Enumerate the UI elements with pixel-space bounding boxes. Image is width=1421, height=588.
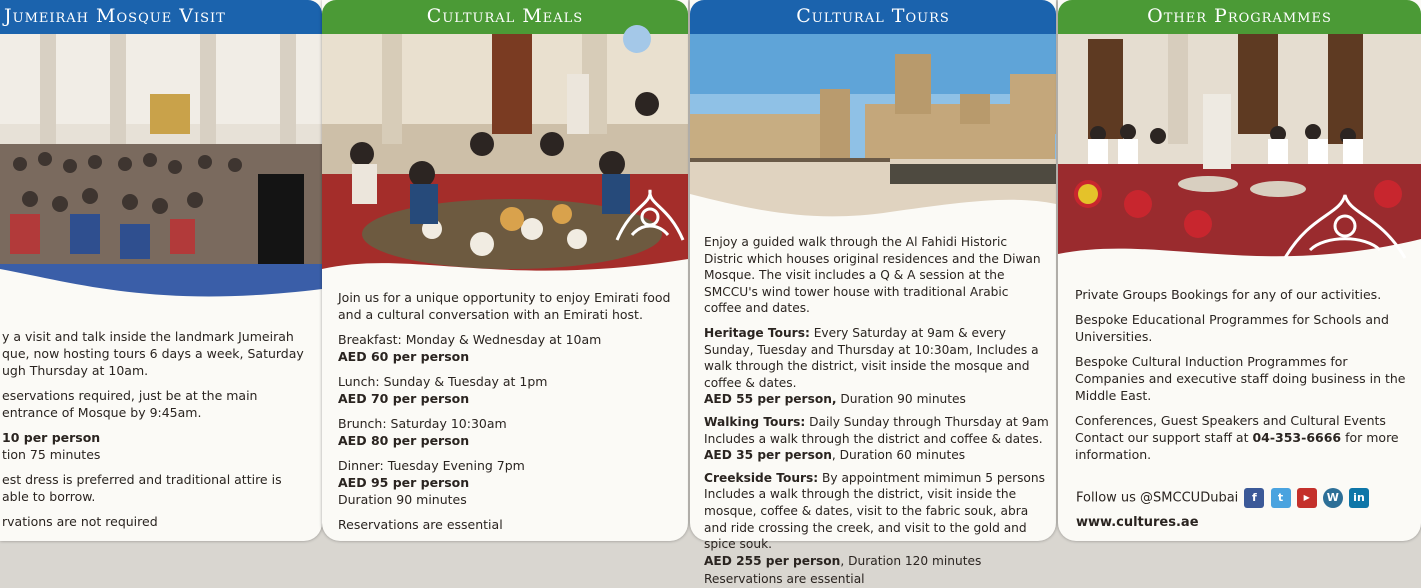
meal-item: Lunch: Sunday & Tuesday at 1pm AED 70 per person xyxy=(338,374,548,406)
facebook-icon[interactable]: f xyxy=(1244,488,1264,508)
tours-intro: Enjoy a guided walk through the Al Fahidi Historic Distric which houses original residences and the Diwan Mosque. The visit includes a Q & A session at the SMCCU's wind tower house with traditional Arabic coffee and dates. xyxy=(704,235,1041,316)
wordpress-icon[interactable]: W xyxy=(1323,488,1343,508)
meals-intro: Join us for a unique opportunity to enjoy Emirati food and a cultural conversation with an Emirati host. xyxy=(338,290,671,322)
tour-item: Heritage Tours: Every Saturday at 9am & every Sunday, Tuesday and Thursday at 10:30am, Includes a walk through the district, visit inside the mosque and coffee & dates. AED 55 per person, Duration 90 minutes xyxy=(704,325,1039,407)
follow-text: Follow us @SMCCUDubai xyxy=(1076,490,1239,506)
panel-title: Jumeirah Mosque Visit xyxy=(0,0,322,34)
meals-reservations: Reservations are essential xyxy=(338,517,503,532)
website-link[interactable]: www.cultures.ae xyxy=(1076,515,1199,530)
panel-cultural-tours xyxy=(690,0,1056,587)
panel-title: Cultural Tours xyxy=(690,0,1056,34)
follow-row xyxy=(1076,488,1369,508)
linkedin-icon[interactable]: in xyxy=(1349,488,1369,508)
phone-number[interactable]: 04-353-6666 xyxy=(1252,430,1342,445)
programme-item: Bespoke Cultural Induction Programmes for Companies and executive staff doing business in the Middle East. xyxy=(1075,354,1406,403)
meal-item: Dinner: Tuesday Evening 7pm AED 95 per person Duration 90 minutes xyxy=(338,458,525,507)
conferences-text: Conferences, Guest Speakers and Cultural Events xyxy=(1075,413,1386,428)
contact-text: Contact our support staff at 04-353-6666 for more information. xyxy=(1075,430,1399,462)
tour-item: Walking Tours: Daily Sunday through Thursday at 9am Includes a walk through the district and coffee & dates. AED 35 per person, Duration 60 minutes xyxy=(704,414,1049,463)
tours-reservations: Reservations are essential xyxy=(704,572,865,587)
panel-title: Cultural Meals xyxy=(322,0,688,34)
arabesque-ornament xyxy=(612,185,688,245)
meal-item: Brunch: Saturday 10:30am AED 80 per person xyxy=(338,416,507,448)
twitter-icon[interactable]: t xyxy=(1271,488,1291,508)
panel-cultural-meals xyxy=(322,0,688,541)
mosque-dress: est dress is preferred and traditional attire is able to borrow. xyxy=(2,472,282,504)
panel-title: Other Programmes xyxy=(1058,0,1421,34)
mosque-reservations: rvations are not required xyxy=(2,514,158,529)
mosque-note: eservations required, just be at the main entrance of Mosque by 9:45am. xyxy=(2,388,258,420)
programme-item: Bespoke Educational Programmes for Schools and Universities. xyxy=(1075,312,1389,344)
arabesque-ornament xyxy=(1280,190,1410,262)
meal-photo xyxy=(322,34,688,284)
mosque-intro: y a visit and talk inside the landmark Jumeirah que, now hosting tours 6 days a week, Saturday ugh Thursday at 10am. xyxy=(2,329,304,378)
programme-item: Private Groups Bookings for any of our activities. xyxy=(1075,287,1382,302)
youtube-icon[interactable]: ▶ xyxy=(1297,488,1317,508)
tour-item: Creekside Tours: By appointment mimimun 5 persons Includes a walk through the district, visit inside the mosque, coffee & dates, visit to the fabric souk, abra and ride crossing the creek, and visit to the gold and spice souk. AED 255 per person, Duration 120 minutes xyxy=(704,470,1045,568)
mosque-price: 10 per person xyxy=(2,430,101,445)
mosque-crowd-photo xyxy=(0,34,322,304)
meal-item: Breakfast: Monday & Wednesday at 10am AED 60 per person xyxy=(338,332,602,364)
panel-jumeirah-mosque xyxy=(0,0,322,541)
mosque-duration: tion 75 minutes xyxy=(2,447,101,462)
al-fahidi-photo xyxy=(690,34,1056,224)
panel-other-programmes xyxy=(1058,0,1421,541)
